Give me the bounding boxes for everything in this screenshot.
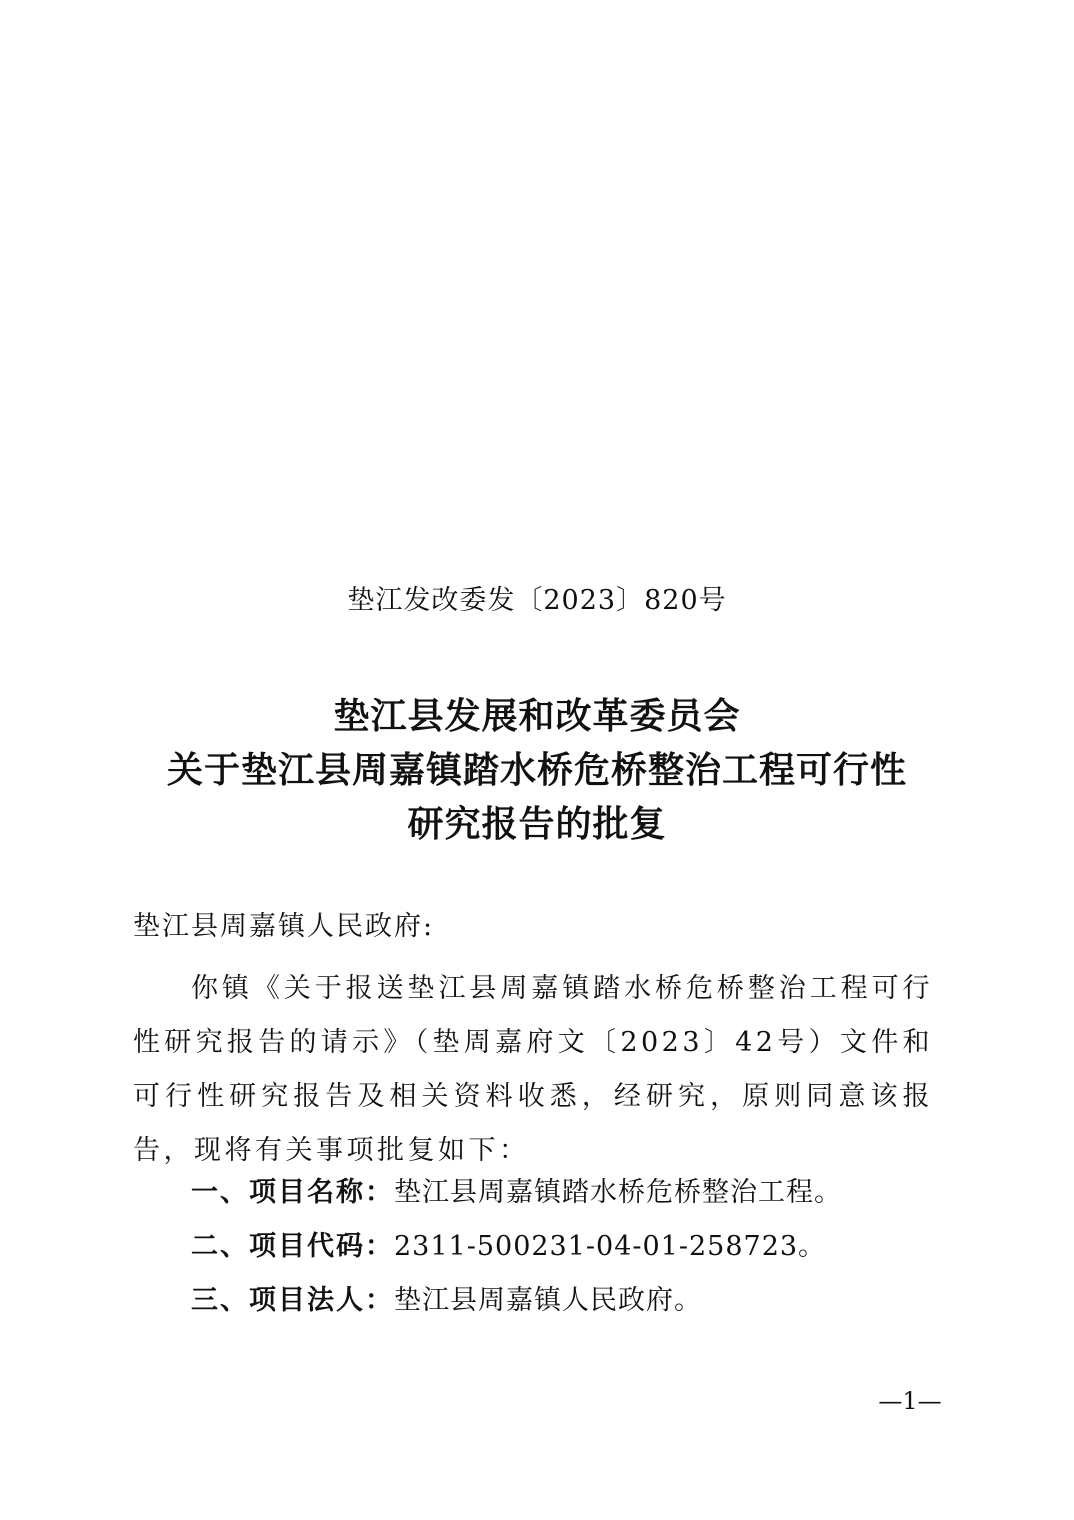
title-line-2: 关于垫江县周嘉镇踏水桥危桥整治工程可行性	[166, 750, 907, 791]
item-label: 一、项目名称：	[191, 1177, 394, 1208]
item-label: 三、项目法人：	[191, 1285, 394, 1316]
addressee: 垫江县周嘉镇人民政府:	[133, 911, 435, 942]
item-value: 垫江县周嘉镇人民政府。	[394, 1285, 702, 1316]
item-value: 垫江县周嘉镇踏水桥危桥整治工程。	[394, 1177, 842, 1208]
document-number: 垫江发改委发〔2023〕820号	[347, 585, 727, 616]
title-line-3: 研究报告的批复	[407, 804, 667, 845]
item-value: 2311-500231-04-01-258723。	[394, 1231, 827, 1262]
item-project-legal-person	[191, 1280, 702, 1322]
page-number: —1—	[878, 1387, 942, 1415]
item-project-code	[191, 1226, 826, 1268]
document-title	[0, 690, 1074, 852]
item-label: 二、项目代码：	[191, 1231, 394, 1262]
title-line-1: 垫江县发展和改革委员会	[333, 696, 741, 737]
item-project-name	[191, 1172, 842, 1214]
body-paragraph: 你镇《关于报送垫江县周嘉镇踏水桥危桥整治工程可行性研究报告的请示》（垫周嘉府文〔2023〕42号）文件和可行性研究报告及相关资料收悉，经研究，原则同意该报告，现将有关事项批复如下：	[133, 973, 933, 1166]
